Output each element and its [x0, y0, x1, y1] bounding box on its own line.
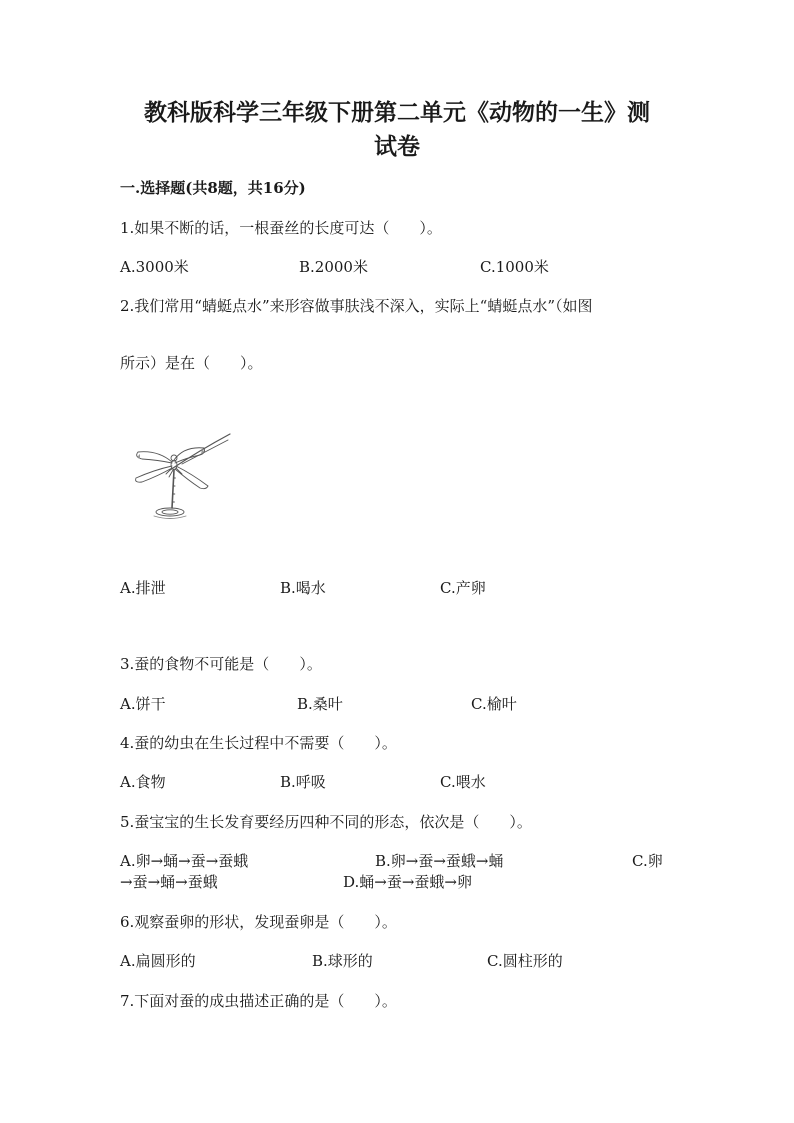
question-6-option-c: C.圆柱形的 [487, 952, 563, 970]
question-4-option-b: B.呼吸 [280, 773, 326, 791]
question-1-option-a: A.3000米 [120, 258, 189, 276]
question-5-option-c: C.卵 [632, 852, 663, 870]
question-6-stem: 6.观察蚕卵的形状，发现蚕卵是（ ）。 [120, 913, 397, 931]
question-2-stem-line1: 2.我们常用“蜻蜓点水”来形容做事肤浅不深入，实际上“蜻蜓点水”（如图 [120, 297, 593, 315]
page-title-line1: 教科版科学三年级下册第二单元《动物的一生》测 [144, 99, 650, 126]
question-3-option-c: C.榆叶 [471, 695, 517, 713]
question-2-option-b: B.喝水 [280, 579, 326, 597]
question-5-option-c-continued: →蚕→蛹→蚕蛾 [120, 873, 218, 891]
section-heading: 一.选择题(共8题，共16分) [120, 179, 306, 197]
question-5-option-b: B.卵→蚕→蚕蛾→蛹 [375, 852, 504, 870]
question-4-stem: 4.蚕的幼虫在生长过程中不需要（ ）。 [120, 734, 397, 752]
question-4-option-c: C.喂水 [440, 773, 486, 791]
question-1-option-c: C.1000米 [480, 258, 549, 276]
question-6-option-b: B.球形的 [312, 952, 373, 970]
dragonfly-icon [120, 430, 240, 525]
question-1-option-b: B.2000米 [299, 258, 368, 276]
question-3-option-b: B.桑叶 [297, 695, 343, 713]
question-3-stem: 3.蚕的食物不可能是（ ）。 [120, 655, 322, 673]
question-2-stem-line2: 所示）是在（ ）。 [120, 354, 263, 372]
question-5-option-d: D.蛹→蚕→蚕蛾→卵 [343, 873, 472, 891]
question-5-option-a: A.卵→蛹→蚕→蚕蛾 [120, 852, 249, 870]
question-3-option-a: A.饼干 [120, 695, 166, 713]
question-2-option-a: A.排泄 [120, 579, 166, 597]
question-1-stem: 1.如果不断的话，一根蚕丝的长度可达（ ）。 [120, 219, 442, 237]
question-7-stem: 7.下面对蚕的成虫描述正确的是（ ）。 [120, 992, 397, 1010]
page-title-line2: 试卷 [374, 133, 420, 160]
question-2-option-c: C.产卵 [440, 579, 486, 597]
question-6-option-a: A.扁圆形的 [120, 952, 196, 970]
question-4-option-a: A.食物 [120, 773, 166, 791]
question-5-stem: 5.蚕宝宝的生长发育要经历四种不同的形态，依次是（ ）。 [120, 813, 532, 831]
